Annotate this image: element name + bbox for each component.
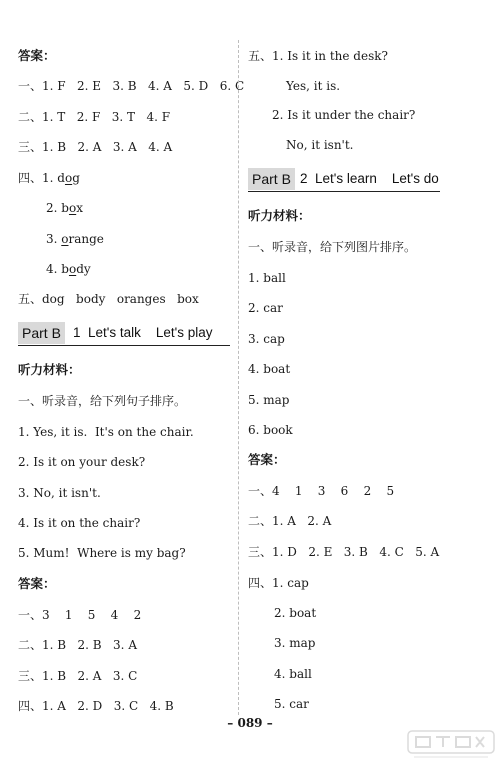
word-part: d — [57, 171, 65, 185]
answer-line — [46, 231, 104, 247]
page-number: – 089 – — [227, 716, 273, 730]
listening-item: 2. car — [248, 301, 283, 315]
underlined-letter: o — [61, 232, 69, 246]
word-part: 3. — [46, 232, 62, 246]
answer-line: 二、1. T 2. F 3. T 4. F — [18, 110, 171, 124]
answer-line: 一、1. F 2. E 3. B 4. A 5. D 6. C — [18, 79, 245, 93]
listening-item: 5. Mum! Where is my bag? — [18, 546, 186, 560]
section-banner — [18, 322, 230, 344]
watermark-logo-icon — [406, 727, 496, 761]
banner-underline — [248, 191, 440, 192]
listening-item: 1. Yes, it is. It's on the chair. — [18, 425, 194, 439]
word-part: 2. b — [46, 201, 69, 215]
answers-heading: 答案： — [248, 452, 286, 467]
answer-line — [46, 200, 83, 216]
answer-line: 三、1. D 2. E 3. B 4. C 5. A — [248, 545, 440, 559]
listening-heading: 听力材料： — [18, 362, 81, 377]
answer-line: 5. car — [274, 697, 309, 711]
answer-line — [18, 170, 80, 186]
listening-item: 4. Is it on the chair? — [18, 516, 141, 530]
column-divider — [238, 40, 239, 715]
instruction: 一、听录音，给下列图片排序。 — [248, 240, 417, 254]
answer-line: 三、1. B 2. A 3. A 4. A — [18, 140, 173, 154]
answer-line: 四、1. cap — [248, 576, 309, 590]
word-part: dy — [76, 262, 91, 276]
word-part: range — [68, 232, 104, 246]
answer-line: 五、1. Is it in the desk? — [248, 49, 388, 63]
section-banner — [248, 168, 440, 190]
listening-item: 3. No, it isn't. — [18, 486, 101, 500]
answer-line: 二、1. B 2. B 3. A — [18, 638, 137, 652]
listening-item: 3. cap — [248, 332, 285, 346]
instruction: 一、听录音，给下列句子排序。 — [18, 394, 187, 408]
answer-line: 3. map — [274, 636, 316, 650]
listening-item: 4. boat — [248, 362, 291, 376]
underlined-letter: o — [68, 262, 77, 276]
answer-line: 2. Is it under the chair? — [272, 108, 416, 122]
banner-tag: Part B — [18, 322, 65, 344]
banner-title: 1 Let's talk Let's play — [73, 325, 213, 340]
answer-prefix: 四、1. — [18, 171, 58, 185]
answer-line — [46, 261, 91, 277]
listening-item: 1. ball — [248, 271, 286, 285]
listening-item: 6. book — [248, 423, 293, 437]
answer-line: 四、1. A 2. D 3. C 4. B — [18, 699, 174, 713]
answer-line: 一、4 1 3 6 2 5 — [248, 484, 395, 498]
answers-heading: 答案： — [18, 576, 56, 591]
answer-line: Yes, it is. — [286, 79, 341, 93]
banner-tag: Part B — [248, 168, 295, 190]
answer-line: 2. boat — [274, 606, 317, 620]
word-part: g — [72, 171, 80, 185]
banner-title: 2 Let's learn Let's do — [300, 171, 439, 186]
answer-line: 一、3 1 5 4 2 — [18, 608, 142, 622]
listening-item: 2. Is it on your desk? — [18, 455, 146, 469]
answers-heading: 答案： — [18, 48, 56, 63]
underlined-letter: o — [68, 201, 77, 215]
answer-line: 三、1. B 2. A 3. C — [18, 669, 138, 683]
right-column — [245, 0, 485, 765]
left-column — [0, 0, 245, 765]
banner-underline — [18, 345, 230, 346]
answer-line: No, it isn't. — [286, 138, 354, 152]
listening-heading: 听力材料： — [248, 208, 311, 223]
answer-line: 二、1. A 2. A — [248, 514, 332, 528]
word-part: 4. b — [46, 262, 69, 276]
answer-line: 五、dog body oranges box — [18, 292, 199, 306]
listening-item: 5. map — [248, 393, 290, 407]
underlined-letter: o — [64, 171, 73, 185]
word-part: x — [76, 201, 83, 215]
answer-line: 4. ball — [274, 667, 312, 681]
